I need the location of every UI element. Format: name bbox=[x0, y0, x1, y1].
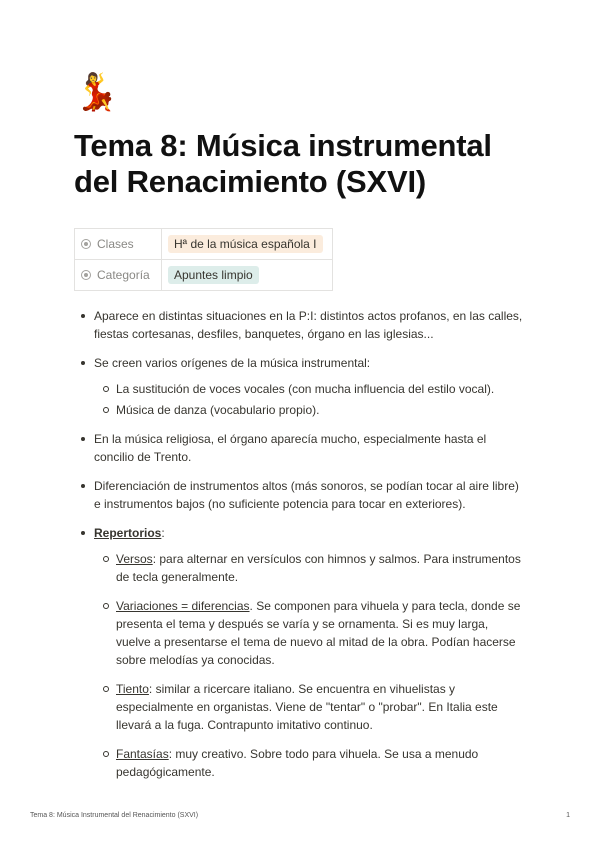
heading-suffix: : bbox=[161, 526, 165, 540]
list-item-text: Se creen varios orígenes de la música instrumental: bbox=[94, 356, 371, 370]
property-tag: Hª de la música española I bbox=[168, 235, 323, 253]
list-item bbox=[94, 524, 526, 781]
page-emoji-icon: 💃 bbox=[74, 71, 119, 112]
property-tag: Apuntes limpio bbox=[168, 266, 259, 284]
property-value-cell[interactable] bbox=[162, 260, 333, 291]
list-item bbox=[94, 307, 526, 343]
document-page bbox=[74, 70, 526, 792]
term: Variaciones = diferencias bbox=[116, 599, 250, 613]
property-row-categoria bbox=[75, 260, 333, 291]
bullet-list bbox=[74, 307, 526, 781]
property-name-cell bbox=[75, 260, 162, 291]
properties-table bbox=[74, 228, 333, 291]
property-value-cell[interactable] bbox=[162, 229, 333, 260]
page-footer bbox=[30, 812, 570, 819]
property-name-cell bbox=[75, 229, 162, 260]
sub-list-item: Música de danza (vocabulario propio). bbox=[116, 401, 526, 419]
list-item-text: Aparece en distintas situaciones en la P:I: distintos actos profanos, en las calles, fiestas cortesanas, desfiles, banquetes, órgano en las iglesias... bbox=[94, 309, 523, 341]
select-property-icon bbox=[81, 270, 91, 280]
list-item bbox=[94, 430, 526, 466]
property-row-clases bbox=[75, 229, 333, 260]
footer-title: Tema 8: Música Instrumental del Renacimiento (SXVI) bbox=[30, 812, 199, 819]
list-item bbox=[94, 354, 526, 419]
page-number: 1 bbox=[566, 812, 570, 819]
sub-list bbox=[94, 380, 526, 419]
repertorios-list bbox=[94, 550, 526, 781]
term: Versos bbox=[116, 552, 153, 566]
property-name: Categoría bbox=[97, 268, 150, 282]
sub-list-item: La sustitución de voces vocales (con mucha influencia del estilo vocal). bbox=[116, 380, 526, 398]
list-item-text: Diferenciación de instrumentos altos (más sonoros, se podían tocar al aire libre) e instrumentos bajos (no suficiente potencia para tocar en exteriores). bbox=[94, 479, 519, 511]
list-item bbox=[94, 477, 526, 513]
list-item-text: En la música religiosa, el órgano aparecía mucho, especialmente hasta el concilio de Trento. bbox=[94, 432, 487, 464]
term-description: . Se componen para vihuela y para tecla, donde se presenta el tema y después se varía y se ornamenta. Si es muy larga, vuelve a presentarse el tema de nuevo al mitad de la obra. Podían hacerse sobre melodías ya conocidas. bbox=[116, 599, 521, 667]
term-description: : similar a ricercare italiano. Se encuentra en vihuelistas y especialmente en organistas. Viene de "tentar" o "probar". En Italia este llevará a la fuga. Contrapunto imitativo continuo. bbox=[116, 682, 498, 732]
sub-list-item bbox=[116, 550, 526, 586]
term: Fantasías bbox=[116, 747, 169, 761]
sub-list-item bbox=[116, 597, 526, 669]
term-description: : muy creativo. Sobre todo para vihuela. Se usa a menudo pedagógicamente. bbox=[116, 747, 479, 779]
select-property-icon bbox=[81, 239, 91, 249]
page-title: Tema 8: Música instrumental del Renacimiento (SXVI) bbox=[74, 128, 492, 199]
sub-list-item bbox=[116, 745, 526, 781]
sub-list-item bbox=[116, 680, 526, 734]
term: Tiento bbox=[116, 682, 149, 696]
property-name: Clases bbox=[97, 237, 134, 251]
term-description: : para alternar en versículos con himnos y salmos. Para instrumentos de tecla generalmente. bbox=[116, 552, 521, 584]
repertorios-heading: Repertorios bbox=[94, 526, 162, 540]
